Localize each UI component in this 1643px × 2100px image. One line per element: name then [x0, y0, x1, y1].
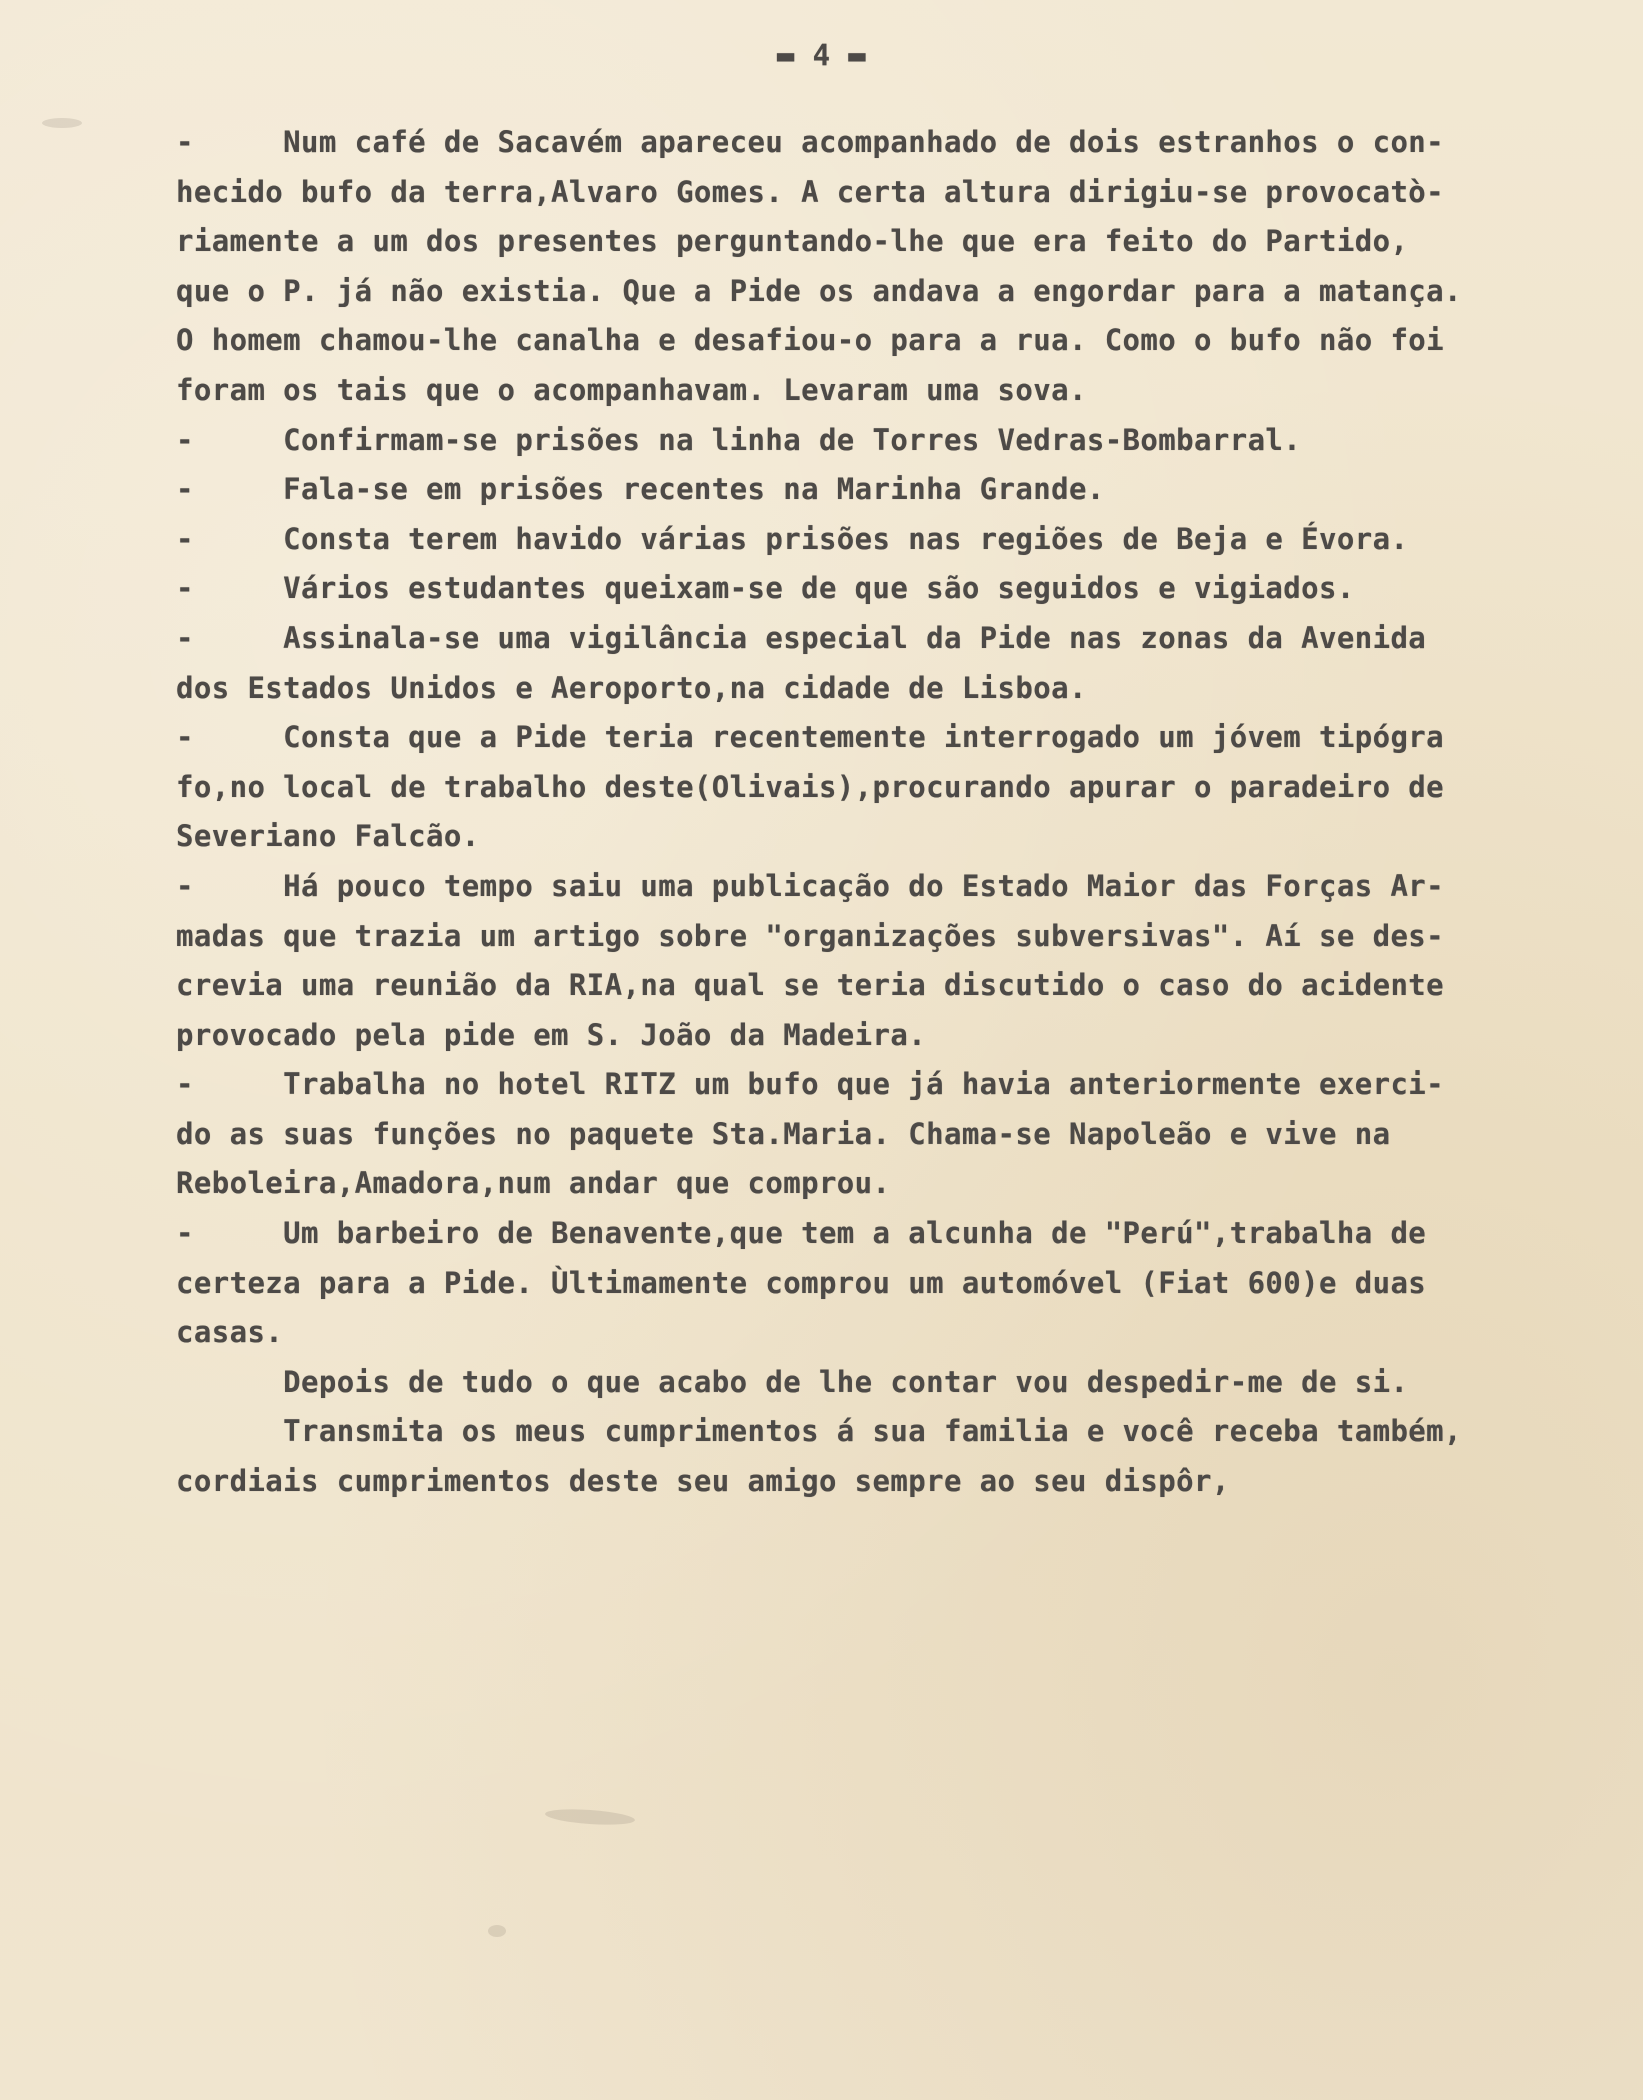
text-line: Severiano Falcão.: [176, 819, 480, 854]
text-line: - Consta que a Pide teria recentemente interrogado um jóvem tipógra: [176, 720, 1445, 755]
letter-body: [176, 118, 1636, 1507]
text-line: Transmita os meus cumprimentos á sua familia e você receba também,: [176, 1414, 1462, 1449]
text-line: - Trabalha no hotel RITZ um bufo que já havia anteriormente exerci-: [176, 1067, 1445, 1102]
text-line: riamente a um dos presentes perguntando-lhe que era feito do Partido,: [176, 224, 1409, 259]
text-line: - Há pouco tempo saiu uma publicação do Estado Maior das Forças Ar-: [176, 868, 1445, 903]
text-line: - Confirmam-se prisões na linha de Torres Vedras-Bombarral.: [176, 422, 1302, 457]
text-line: certeza para a Pide. Ùltimamente comprou um automóvel (Fiat 600)e duas: [176, 1265, 1427, 1300]
text-line: crevia uma reunião da RIA,na qual se teria discutido o caso do acidente: [176, 968, 1445, 1003]
ink-smudge: [545, 1807, 636, 1827]
text-line: provocado pela pide em S. João da Madeira.: [176, 1017, 927, 1052]
text-line: cordiais cumprimentos deste seu amigo sempre ao seu dispôr,: [176, 1464, 1230, 1499]
text-line: - Consta terem havido várias prisões nas regiões de Beja e Évora.: [176, 521, 1409, 556]
text-line: - Assinala-se uma vigilância especial da Pide nas zonas da Avenida: [176, 620, 1427, 655]
text-line: casas.: [176, 1315, 284, 1350]
text-line: fo,no local de trabalho deste(Olivais),procurando apurar o paradeiro de: [176, 769, 1445, 804]
ink-smudge: [42, 118, 82, 128]
text-line: do as suas funções no paquete Sta.Maria. Chama-se Napoleão e vive na: [176, 1116, 1391, 1151]
page-number: ▬ 4 ▬: [776, 38, 867, 72]
text-line: - Vários estudantes queixam-se de que são seguidos e vigiados.: [176, 571, 1355, 606]
text-line: - Um barbeiro de Benavente,que tem a alcunha de "Perú",trabalha de: [176, 1216, 1427, 1251]
text-line: que o P. já não existia. Que a Pide os andava a engordar para a matança.: [176, 273, 1462, 308]
text-line: - Num café de Sacavém apareceu acompanhado de dois estranhos o con-: [176, 125, 1445, 159]
text-line: madas que trazia um artigo sobre "organizações subversivas". Aí se des-: [176, 918, 1445, 953]
text-line: Depois de tudo o que acabo de lhe contar vou despedir-me de si.: [176, 1364, 1409, 1399]
text-line: Reboleira,Amadora,num andar que comprou.: [176, 1166, 891, 1201]
text-line: dos Estados Unidos e Aeroporto,na cidade de Lisboa.: [176, 670, 1087, 705]
text-line: hecido bufo da terra,Alvaro Gomes. A certa altura dirigiu-se provocatò-: [176, 174, 1445, 209]
text-line: O homem chamou-lhe canalha e desafiou-o para a rua. Como o bufo não foi: [176, 323, 1445, 358]
ink-smudge: [488, 1925, 506, 1937]
text-line: foram os tais que o acompanhavam. Levaram uma sova.: [176, 372, 1087, 407]
text-line: - Fala-se em prisões recentes na Marinha Grande.: [176, 472, 1105, 507]
